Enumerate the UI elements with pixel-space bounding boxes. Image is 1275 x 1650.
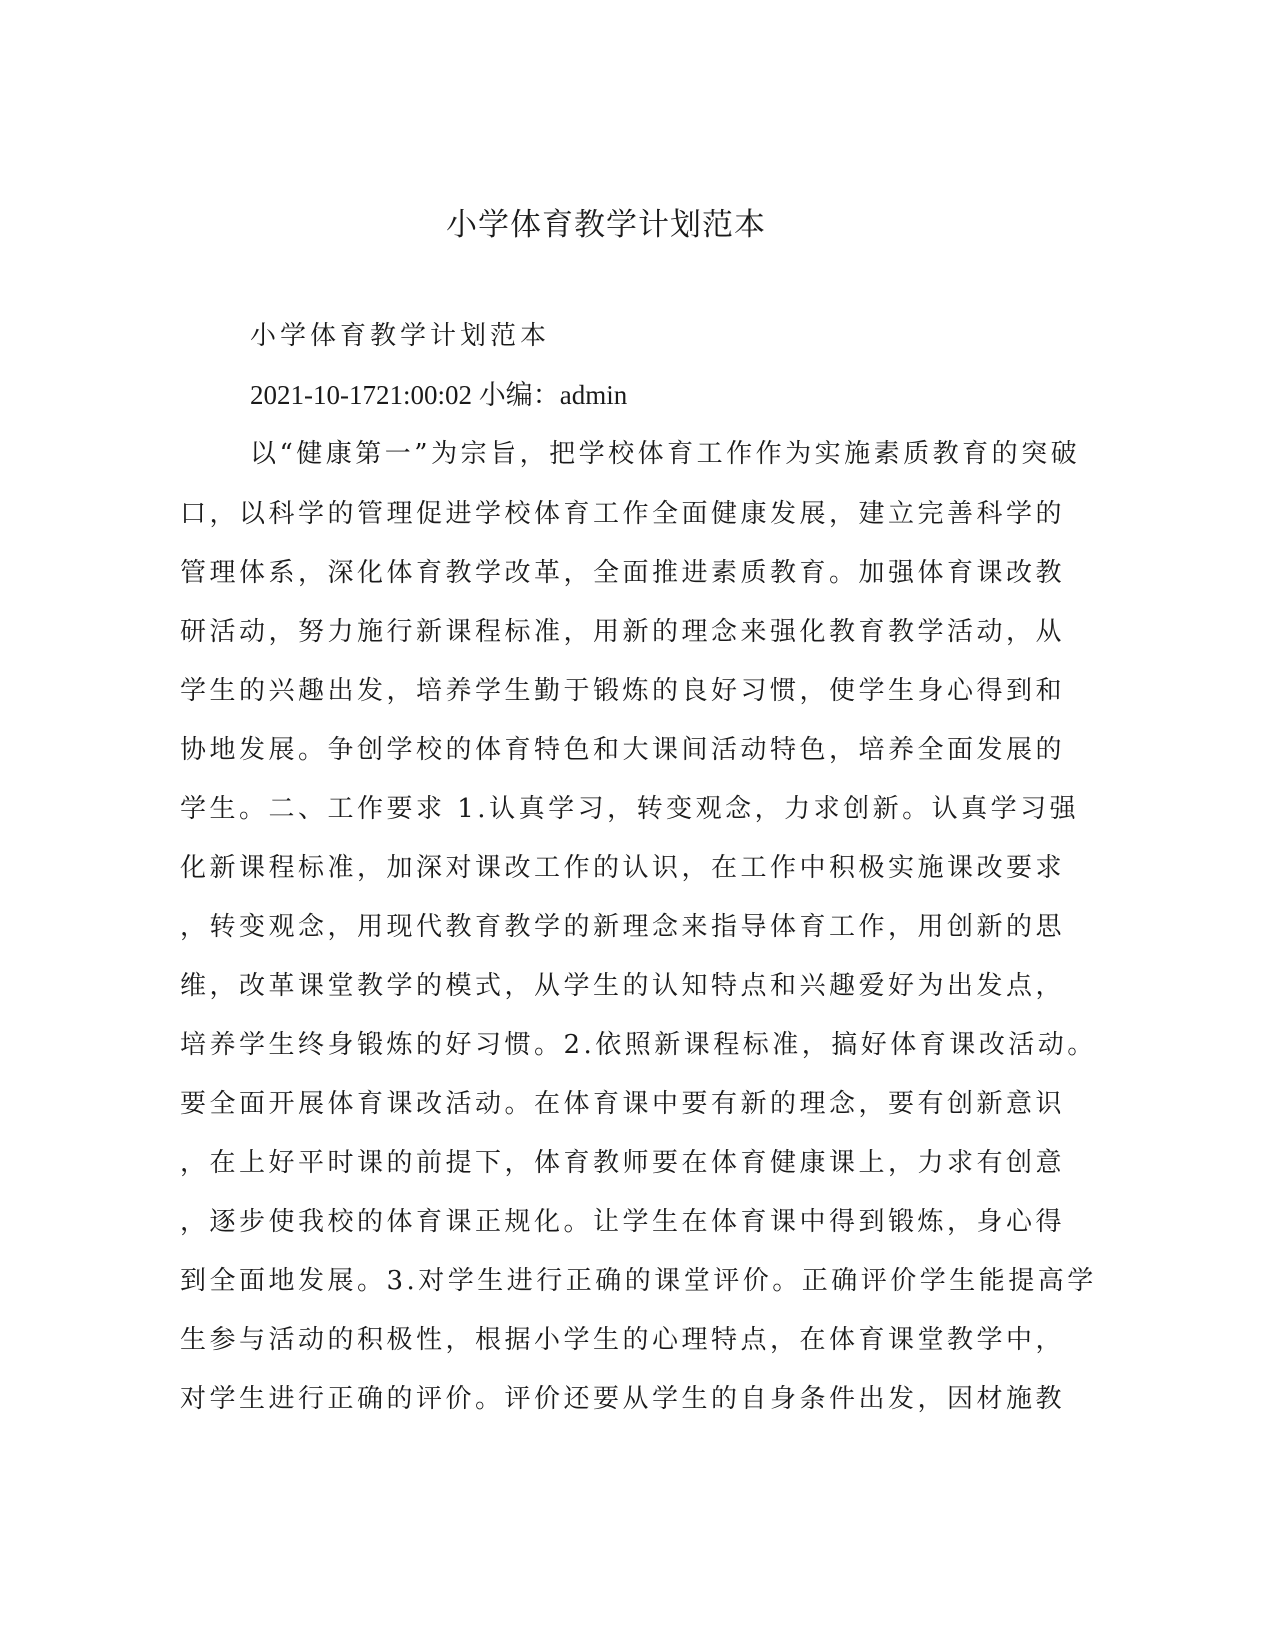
body-line: 管理体系，深化体育教学改革，全面推进素质教育。加强体育课改教 [180,558,1066,588]
body-line: 对学生进行正确的评价。评价还要从学生的自身条件出发，因材施教 [180,1384,1066,1414]
document-title: 小学体育教学计划范本 [446,207,766,243]
document-subtitle: 小学体育教学计划范本 [250,321,551,351]
body-line: ，逐步使我校的体育课正规化。让学生在体育课中得到锻炼，身心得 [180,1207,1066,1237]
body-line: 维，改革课堂教学的模式，从学生的认知特点和兴趣爱好为出发点， [180,971,1066,1001]
body-line: 协地发展。争创学校的体育特色和大课间活动特色，培养全面发展的 [180,735,1066,765]
body-line: 生参与活动的积极性，根据小学生的心理特点，在体育课堂教学中， [180,1325,1066,1355]
body-line: 要全面开展体育课改活动。在体育课中要有新的理念，要有创新意识 [180,1089,1066,1119]
body-line: 学生。二、工作要求 1.认真学习，转变观念，力求创新。认真学习强 [180,794,1080,824]
body-line: 到全面地发展。3.对学生进行正确的课堂评价。正确评价学生能提高学 [180,1266,1097,1296]
body-line: ，在上好平时课的前提下，体育教师要在体育健康课上，力求有创意 [180,1148,1066,1178]
body-line: 学生的兴趣出发，培养学生勤于锻炼的良好习惯，使学生身心得到和 [180,676,1066,706]
body-line: 化新课程标准，加深对课改工作的认识，在工作中积极实施课改要求 [180,853,1066,883]
body-line: 研活动，努力施行新课程标准，用新的理念来强化教育教学活动，从 [180,617,1066,647]
document-meta: 2021-10-1721:00:02 小编：admin [250,380,628,410]
body-line: 口，以科学的管理促进学校体育工作全面健康发展，建立完善科学的 [180,499,1066,529]
body-line: 以“健康第一”为宗旨，把学校体育工作作为实施素质教育的突破 [250,439,1081,469]
body-line: 培养学生终身锻炼的好习惯。2.依照新课程标准，搞好体育课改活动。 [180,1030,1097,1060]
body-line: ，转变观念，用现代教育教学的新理念来指导体育工作，用创新的思 [180,912,1066,942]
